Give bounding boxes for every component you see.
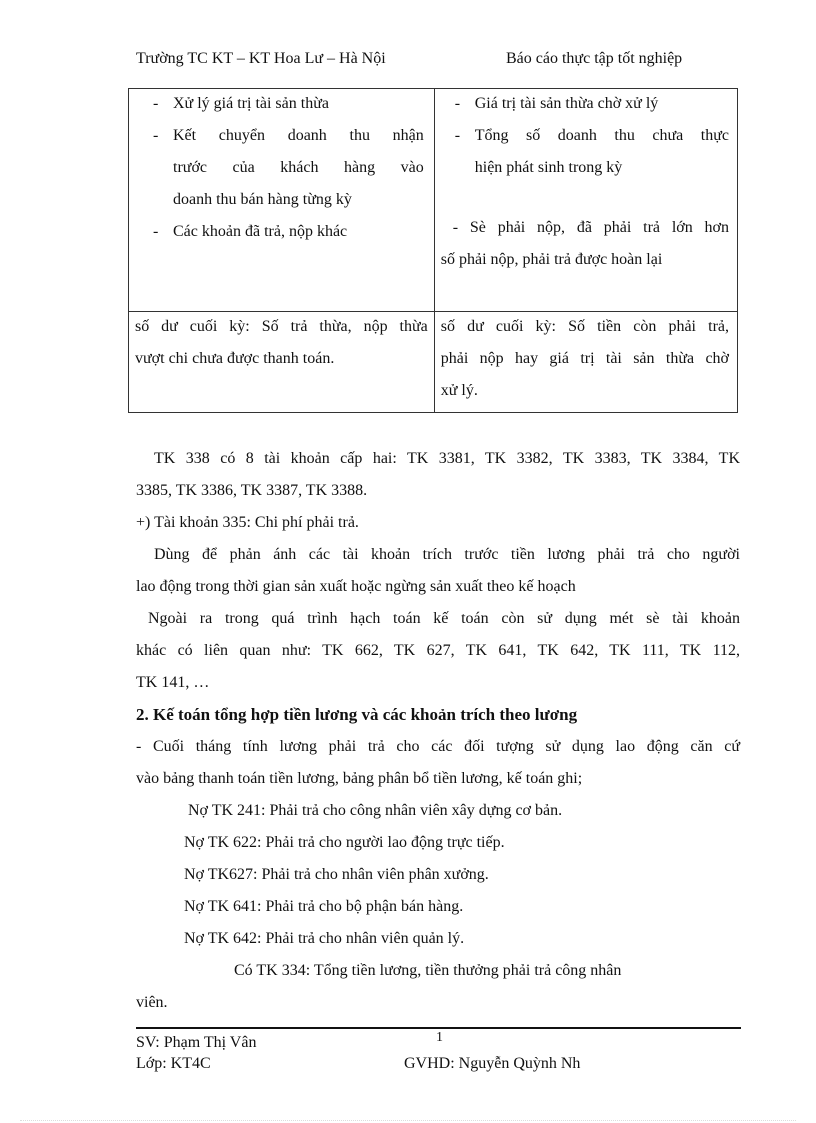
paragraph: TK 338 có 8 tài khoản cấp hai: TK 3381, TK 3382, TK 3383, TK 3384, TK xyxy=(154,450,740,467)
footer-divider xyxy=(136,1027,741,1029)
balance-line: số dư cuối kỳ: Số trả thừa, nộp thừa xyxy=(135,318,428,335)
table-row xyxy=(129,312,738,413)
page-header xyxy=(136,50,716,72)
header-report-title: Báo cáo thực tập tốt nghiệp xyxy=(506,50,683,67)
page-number: 1 xyxy=(436,1030,443,1045)
paragraph: Dùng để phản ánh các tài khoản trích trước tiền lương phải trả cho người xyxy=(154,546,740,563)
paragraph: Ngoài ra trong quá trình hạch toán kế toán còn sử dụng mét sè tài khoản xyxy=(148,610,740,627)
list-item: - Kết chuyển doanh thu nhận xyxy=(153,127,424,144)
paragraph: vào bảng thanh toán tiền lương, bảng phân bổ tiền lương, kế toán ghi; xyxy=(136,770,583,787)
list-item-cont: doanh thu bán hàng từng kỳ xyxy=(173,191,352,208)
balance-line: vượt chi chưa được thanh toán. xyxy=(135,350,335,367)
journal-entry: Nợ TK 642: Phải trả cho nhân viên quản lý. xyxy=(184,930,465,947)
list-item: - Xử lý giá trị tài sản thừa xyxy=(153,95,329,112)
journal-entry: Nợ TK627: Phải trả cho nhân viên phân xưởng. xyxy=(184,866,489,883)
paragraph: +) Tài khoản 335: Chi phí phải trả. xyxy=(136,514,359,531)
credit-balance-cell xyxy=(434,312,737,413)
table-row xyxy=(129,89,738,312)
balance-line: số dư cuối kỳ: Số tiền còn phải trả, xyxy=(440,318,729,335)
footer-advisor: GVHD: Nguyễn Quỳnh Nh xyxy=(404,1055,581,1072)
list-item-cont: trước của khách hàng vào xyxy=(173,159,424,176)
paragraph: TK 141, … xyxy=(136,674,210,691)
paragraph: lao động trong thời gian sản xuất hoặc ngừng sản xuất theo kế hoạch xyxy=(136,578,576,595)
list-item: - Tổng số doanh thu chưa thực xyxy=(454,127,729,144)
credit-cell xyxy=(434,89,737,312)
journal-entry: Nợ TK 241: Phải trả cho công nhân viên xây dựng cơ bản. xyxy=(188,802,563,819)
list-item-cont: hiện phát sinh trong kỳ xyxy=(474,159,623,176)
debit-cell xyxy=(129,89,435,312)
journal-entry-cont: viên. xyxy=(136,994,168,1011)
list-item: - Giá trị tài sản thừa chờ xử lý xyxy=(454,95,659,112)
page-edge-divider xyxy=(20,1120,796,1121)
debit-balance-cell xyxy=(129,312,435,413)
footer-student: SV: Phạm Thị Vân xyxy=(136,1034,257,1051)
section-heading: 2. Kế toán tổng hợp tiền lương và các khoản trích theo lương xyxy=(136,705,578,724)
footer-class: Lớp: KT4C xyxy=(136,1055,211,1072)
journal-entry: Nợ TK 622: Phải trả cho người lao động trực tiếp. xyxy=(184,834,505,851)
paragraph: - Cuối tháng tính lương phải trả cho các đối tượng sử dụng lao động căn cứ xyxy=(136,738,740,755)
account-table xyxy=(128,88,738,413)
paragraph: 3385, TK 3386, TK 3387, TK 3388. xyxy=(136,482,368,499)
balance-line: phải nộp hay giá trị tài sản thừa chờ xyxy=(440,350,729,367)
journal-entry: Có TK 334: Tổng tiền lương, tiền thưởng phải trả công nhân xyxy=(234,962,622,979)
journal-entry: Nợ TK 641: Phải trả cho bộ phận bán hàng. xyxy=(184,898,464,915)
header-school: Trường TC KT – KT Hoa Lư – Hà Nội xyxy=(136,50,386,67)
list-item-cont: số phải nộp, phải trả được hoàn lại xyxy=(440,251,663,268)
list-item: - Sè phải nộp, đã phải trả lớn hơn xyxy=(452,219,729,236)
balance-line: xử lý. xyxy=(440,382,478,399)
document-body xyxy=(136,443,740,1019)
list-item: - Các khoản đã trả, nộp khác xyxy=(153,223,348,240)
paragraph: khác có liên quan như: TK 662, TK 627, TK 641, TK 642, TK 111, TK 112, xyxy=(136,642,740,659)
